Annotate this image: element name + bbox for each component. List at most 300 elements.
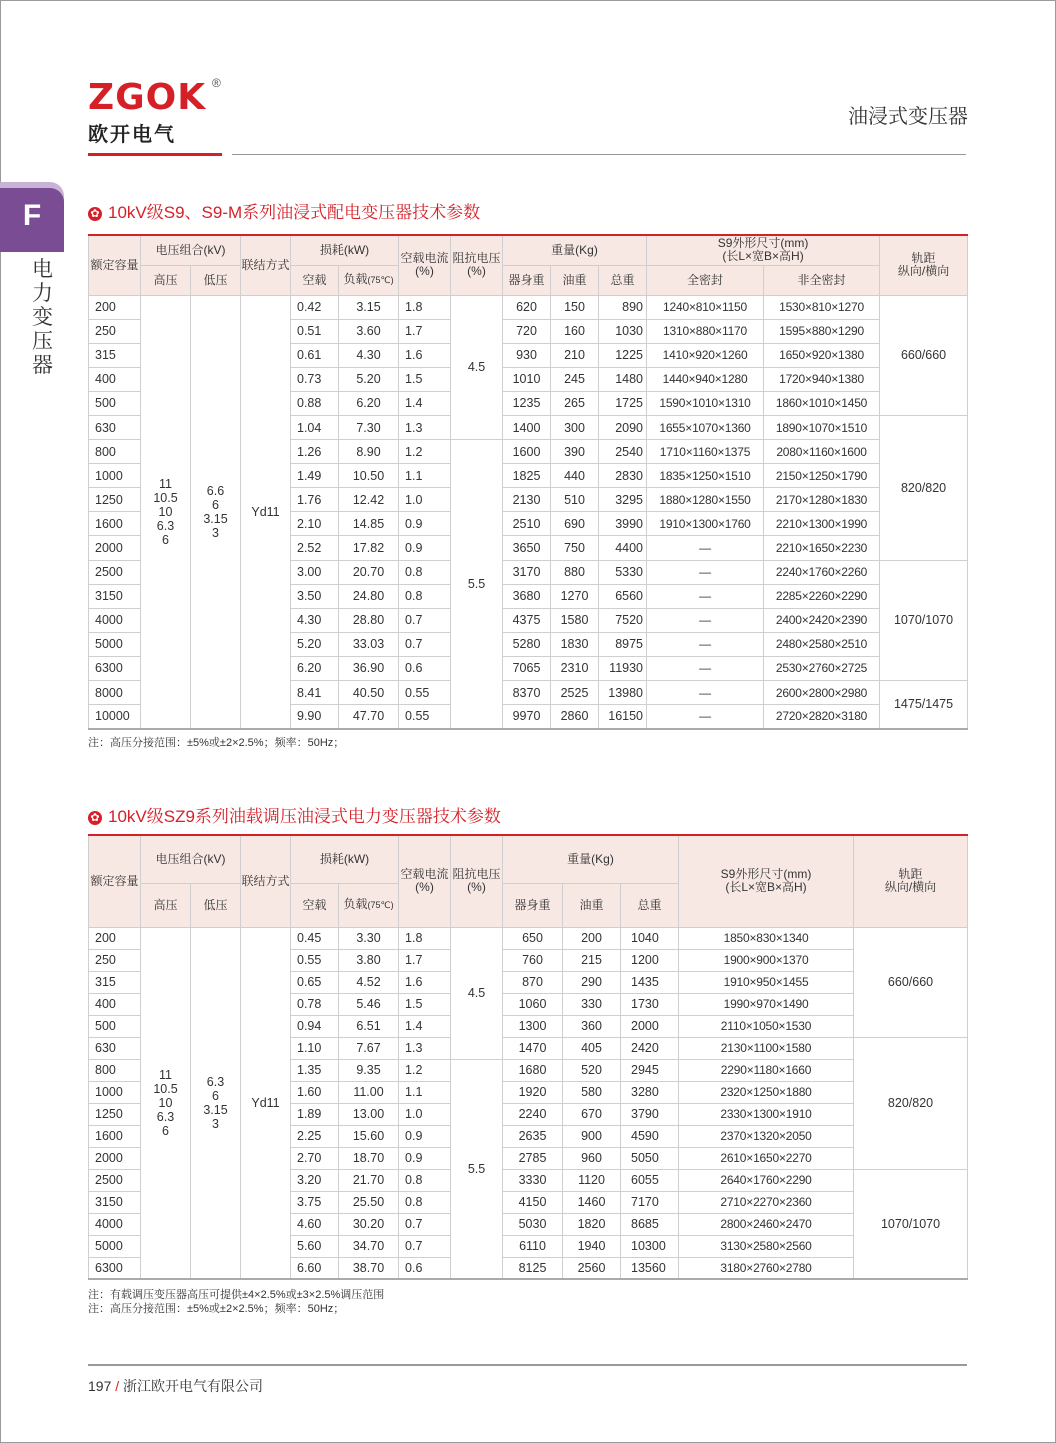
cell-dims-sealed: 1590×1010×1310: [647, 391, 764, 415]
cell-dims-sealed: 1310×880×1170: [647, 319, 764, 343]
table1: [88, 234, 968, 730]
cell-noload-current: 1.4: [399, 1015, 451, 1037]
cell-noload-loss: 4.60: [291, 1213, 339, 1235]
cell-noload-current: 0.8: [399, 584, 451, 608]
cell-lv-value: 6.3: [206, 1074, 225, 1089]
table1-note: 注：高压分接范围：±5%或±2×2.5%；频率：50Hz；: [88, 737, 345, 749]
cell-total-weight: 13980: [599, 681, 647, 705]
cell-oil-weight: 440: [551, 464, 599, 488]
cell-capacity: 5000: [89, 1235, 141, 1257]
cell-lv: [191, 927, 241, 1279]
table2-note-1: 注：有载调压变压器高压可提供±4×2.5%或±3×2.5%调压范围: [88, 1289, 385, 1301]
cell-noload-current: 1.0: [399, 488, 451, 512]
cell-lv-value: 6: [212, 1088, 219, 1103]
cell-hv-value: 11: [159, 476, 172, 491]
cell-noload-loss: 0.65: [291, 971, 339, 993]
cell-dims-sealed: 1910×1300×1760: [647, 512, 764, 536]
cell-dims-sealed: 1710×1160×1375: [647, 440, 764, 464]
cell-total-weight: 7520: [599, 608, 647, 632]
cell-capacity: 2000: [89, 536, 141, 560]
cell-hv: [141, 927, 191, 1279]
cell-impedance: 5.5: [451, 440, 503, 729]
footer-rule: [88, 1364, 967, 1366]
cell-dims-sealed: 1440×940×1280: [647, 367, 764, 391]
cell-hv-value: 10.5: [153, 1081, 178, 1096]
cell-noload-loss: 5.60: [291, 1235, 339, 1257]
cell-noload-current: 0.9: [399, 512, 451, 536]
cell-noload-current: 0.6: [399, 1257, 451, 1279]
cell-noload-current: 1.8: [399, 927, 451, 949]
logo-underline: [88, 153, 222, 156]
cell-body-weight: 3170: [503, 560, 551, 584]
cell-oil-weight: 1580: [551, 608, 599, 632]
cell-dims-unsealed: 2210×1650×2230: [764, 536, 880, 560]
section-tab: F: [0, 188, 64, 252]
cell-gauge: 660/660: [854, 927, 968, 1037]
cell-total-weight: 3790: [621, 1103, 679, 1125]
header-gauge: 轨距 纵向/横向: [854, 835, 968, 927]
cell-oil-weight: 900: [563, 1125, 621, 1147]
cell-noload-loss: 1.26: [291, 440, 339, 464]
cell-capacity: 2000: [89, 1147, 141, 1169]
header-lv: 低压: [191, 883, 241, 927]
cell-oil-weight: 580: [563, 1081, 621, 1103]
header-noload-current: 空载电流(%): [399, 235, 451, 295]
cell-total-weight: 5050: [621, 1147, 679, 1169]
cell-capacity: 200: [89, 927, 141, 949]
cell-capacity: 4000: [89, 608, 141, 632]
bullet-icon: ✿: [88, 811, 102, 825]
cell-dims-unsealed: 2170×1280×1830: [764, 488, 880, 512]
cell-noload-loss: 1.10: [291, 1037, 339, 1059]
cell-noload-loss: 3.50: [291, 584, 339, 608]
header-connection: 联结方式: [241, 235, 291, 295]
cell-dims-unsealed: 2720×2820×3180: [764, 705, 880, 729]
cell-hv-value: 11: [159, 1067, 172, 1082]
cell-dims: 2130×1100×1580: [679, 1037, 854, 1059]
cell-load-loss: 3.15: [339, 295, 399, 319]
cell-lv-value: 3: [212, 525, 219, 540]
cell-oil-weight: 690: [551, 512, 599, 536]
cell-capacity: 315: [89, 343, 141, 367]
cell-total-weight: 16150: [599, 705, 647, 729]
cell-body-weight: 1235: [503, 391, 551, 415]
cell-noload-loss: 5.20: [291, 632, 339, 656]
cell-noload-loss: 3.20: [291, 1169, 339, 1191]
cell-dims-sealed: 1410×920×1260: [647, 343, 764, 367]
header-oil-weight: 油重: [563, 883, 621, 927]
cell-dims: 2610×1650×2270: [679, 1147, 854, 1169]
table2: [88, 834, 968, 1280]
cell-total-weight: 6560: [599, 584, 647, 608]
cell-load-loss: 7.67: [339, 1037, 399, 1059]
cell-body-weight: 8125: [503, 1257, 563, 1279]
cell-oil-weight: 2525: [551, 681, 599, 705]
cell-total-weight: 7170: [621, 1191, 679, 1213]
cell-capacity: 1600: [89, 1125, 141, 1147]
header-weight: 重量(Kg): [503, 235, 647, 265]
cell-noload-loss: 0.42: [291, 295, 339, 319]
cell-dims-unsealed: 2210×1300×1990: [764, 512, 880, 536]
cell-noload-current: 1.5: [399, 993, 451, 1015]
page-title: 油浸式变压器: [848, 106, 968, 128]
cell-dims: 1900×900×1370: [679, 949, 854, 971]
cell-oil-weight: 2860: [551, 705, 599, 729]
cell-load-loss: 4.52: [339, 971, 399, 993]
cell-noload-current: 1.2: [399, 1059, 451, 1081]
header-voltage: 电压组合(kV): [141, 235, 241, 265]
header-total-weight: 总重: [621, 883, 679, 927]
cell-capacity: 500: [89, 1015, 141, 1037]
cell-dims-unsealed: 1530×810×1270: [764, 295, 880, 319]
table1-title: ✿ 10kV级S9、S9-M系列油浸式配电变压器技术参数: [88, 198, 480, 223]
cell-body-weight: 1920: [503, 1081, 563, 1103]
cell-noload-current: 1.6: [399, 971, 451, 993]
cell-noload-loss: 2.70: [291, 1147, 339, 1169]
cell-capacity: 315: [89, 971, 141, 993]
cell-total-weight: 1200: [621, 949, 679, 971]
cell-body-weight: 3680: [503, 584, 551, 608]
cell-total-weight: 5330: [599, 560, 647, 584]
cell-oil-weight: 300: [551, 415, 599, 439]
cell-body-weight: 1680: [503, 1059, 563, 1081]
cell-load-loss: 14.85: [339, 512, 399, 536]
cell-noload-current: 1.5: [399, 367, 451, 391]
cell-noload-current: 1.1: [399, 1081, 451, 1103]
cell-total-weight: 13560: [621, 1257, 679, 1279]
cell-body-weight: 3650: [503, 536, 551, 560]
cell-noload-current: 1.2: [399, 440, 451, 464]
cell-oil-weight: 1120: [563, 1169, 621, 1191]
cell-oil-weight: 1830: [551, 632, 599, 656]
cell-total-weight: 1040: [621, 927, 679, 949]
cell-noload-current: 1.1: [399, 464, 451, 488]
cell-capacity: 1250: [89, 1103, 141, 1125]
header-oil-weight: 油重: [551, 265, 599, 295]
page-number: 197: [88, 1378, 112, 1394]
cell-total-weight: 4400: [599, 536, 647, 560]
cell-oil-weight: 1270: [551, 584, 599, 608]
cell-body-weight: 1400: [503, 415, 551, 439]
cell-lv-value: 6.6: [206, 483, 225, 498]
cell-body-weight: 2130: [503, 488, 551, 512]
cell-body-weight: 7065: [503, 656, 551, 680]
cell-dims-unsealed: 1890×1070×1510: [764, 415, 880, 439]
cell-noload-loss: 0.55: [291, 949, 339, 971]
header-hv: 高压: [141, 265, 191, 295]
cell-total-weight: 3280: [621, 1081, 679, 1103]
cell-noload-current: 0.9: [399, 1147, 451, 1169]
cell-noload-current: 0.9: [399, 1125, 451, 1147]
cell-total-weight: 10300: [621, 1235, 679, 1257]
cell-oil-weight: 200: [563, 927, 621, 949]
cell-noload-current: 1.7: [399, 949, 451, 971]
cell-dims: 3180×2760×2780: [679, 1257, 854, 1279]
cell-capacity: 6300: [89, 656, 141, 680]
cell-dims-unsealed: 2240×1760×2260: [764, 560, 880, 584]
header-capacity: 额定容量: [89, 235, 141, 295]
cell-capacity: 6300: [89, 1257, 141, 1279]
cell-noload-loss: 2.52: [291, 536, 339, 560]
cell-dims: 1850×830×1340: [679, 927, 854, 949]
cell-noload-loss: 3.00: [291, 560, 339, 584]
cell-noload-current: 0.7: [399, 1213, 451, 1235]
cell-capacity: 630: [89, 415, 141, 439]
cell-total-weight: 8685: [621, 1213, 679, 1235]
cell-hv-value: 6.3: [156, 518, 175, 533]
header-impedance: 阻抗电压(%): [451, 235, 503, 295]
cell-dims-sealed: —: [647, 632, 764, 656]
bullet-icon: ✿: [88, 207, 102, 221]
cell-dims: 3130×2580×2560: [679, 1235, 854, 1257]
cell-oil-weight: 330: [563, 993, 621, 1015]
cell-oil-weight: 670: [563, 1103, 621, 1125]
cell-total-weight: 2000: [621, 1015, 679, 1037]
cell-oil-weight: 960: [563, 1147, 621, 1169]
header-load: 负载(75℃): [339, 883, 399, 927]
header-lv: 低压: [191, 265, 241, 295]
cell-body-weight: 720: [503, 319, 551, 343]
cell-total-weight: 2540: [599, 440, 647, 464]
cell-dims-unsealed: 2480×2580×2510: [764, 632, 880, 656]
cell-capacity: 800: [89, 440, 141, 464]
cell-noload-loss: 0.78: [291, 993, 339, 1015]
cell-dims: 2370×1320×2050: [679, 1125, 854, 1147]
cell-oil-weight: 510: [551, 488, 599, 512]
cell-load-loss: 5.20: [339, 367, 399, 391]
cell-load-loss: 15.60: [339, 1125, 399, 1147]
cell-load-loss: 8.90: [339, 440, 399, 464]
cell-hv-value: 6: [162, 1123, 169, 1138]
cell-load-loss: 40.50: [339, 681, 399, 705]
cell-load-loss: 28.80: [339, 608, 399, 632]
cell-noload-loss: 4.30: [291, 608, 339, 632]
cell-body-weight: 760: [503, 949, 563, 971]
cell-noload-loss: 0.51: [291, 319, 339, 343]
cell-body-weight: 5280: [503, 632, 551, 656]
cell-noload-loss: 1.04: [291, 415, 339, 439]
cell-dims-unsealed: 1650×920×1380: [764, 343, 880, 367]
header-load: 负载(75℃): [339, 265, 399, 295]
cell-dims-unsealed: 2400×2420×2390: [764, 608, 880, 632]
cell-noload-loss: 6.60: [291, 1257, 339, 1279]
cell-impedance: 4.5: [451, 927, 503, 1059]
cell-body-weight: 4150: [503, 1191, 563, 1213]
cell-total-weight: 2945: [621, 1059, 679, 1081]
cell-capacity: 2500: [89, 1169, 141, 1191]
cell-noload-current: 0.8: [399, 560, 451, 584]
cell-capacity: 2500: [89, 560, 141, 584]
cell-dims: 1910×950×1455: [679, 971, 854, 993]
cell-dims-unsealed: 1595×880×1290: [764, 319, 880, 343]
cell-capacity: 200: [89, 295, 141, 319]
cell-noload-loss: 1.35: [291, 1059, 339, 1081]
cell-noload-loss: 6.20: [291, 656, 339, 680]
cell-load-loss: 5.46: [339, 993, 399, 1015]
cell-body-weight: 2635: [503, 1125, 563, 1147]
cell-oil-weight: 880: [551, 560, 599, 584]
header-weight: 重量(Kg): [503, 835, 679, 883]
cell-oil-weight: 390: [551, 440, 599, 464]
cell-oil-weight: 750: [551, 536, 599, 560]
cell-noload-loss: 2.25: [291, 1125, 339, 1147]
cell-body-weight: 8370: [503, 681, 551, 705]
cell-noload-loss: 1.89: [291, 1103, 339, 1125]
cell-dims: 2320×1250×1880: [679, 1081, 854, 1103]
cell-dims-unsealed: 2530×2760×2725: [764, 656, 880, 680]
cell-noload-current: 0.7: [399, 1235, 451, 1257]
cell-gauge: 1070/1070: [880, 560, 968, 680]
cell-total-weight: 2830: [599, 464, 647, 488]
cell-load-loss: 21.70: [339, 1169, 399, 1191]
cell-load-loss: 3.60: [339, 319, 399, 343]
cell-body-weight: 2510: [503, 512, 551, 536]
cell-load-loss: 47.70: [339, 705, 399, 729]
cell-lv-value: 3.15: [203, 1102, 228, 1117]
cell-body-weight: 620: [503, 295, 551, 319]
cell-oil-weight: 150: [551, 295, 599, 319]
cell-capacity: 8000: [89, 681, 141, 705]
cell-load-loss: 20.70: [339, 560, 399, 584]
cell-body-weight: 1600: [503, 440, 551, 464]
cell-body-weight: 2785: [503, 1147, 563, 1169]
cell-oil-weight: 215: [563, 949, 621, 971]
cell-noload-loss: 0.94: [291, 1015, 339, 1037]
header-body-weight: 器身重: [503, 883, 563, 927]
cell-dims-sealed: —: [647, 608, 764, 632]
cell-oil-weight: 245: [551, 367, 599, 391]
logo-wordmark: ZGOK: [88, 77, 207, 118]
cell-oil-weight: 405: [563, 1037, 621, 1059]
cell-hv-value: 10: [158, 1095, 173, 1110]
cell-total-weight: 4590: [621, 1125, 679, 1147]
cell-oil-weight: 1820: [563, 1213, 621, 1235]
cell-noload-loss: 3.75: [291, 1191, 339, 1213]
cell-dims-sealed: 1240×810×1150: [647, 295, 764, 319]
cell-body-weight: 650: [503, 927, 563, 949]
cell-total-weight: 2420: [621, 1037, 679, 1059]
header-noload-current: 空载电流(%): [399, 835, 451, 927]
header-dims: S9外形尺寸(mm) (长L×宽B×高H): [679, 835, 854, 927]
cell-load-loss: 3.80: [339, 949, 399, 971]
cell-total-weight: 8975: [599, 632, 647, 656]
cell-total-weight: 1480: [599, 367, 647, 391]
cell-gauge: 660/660: [880, 295, 968, 415]
cell-load-loss: 33.03: [339, 632, 399, 656]
cell-body-weight: 1470: [503, 1037, 563, 1059]
cell-dims-unsealed: 2150×1250×1790: [764, 464, 880, 488]
cell-dims-sealed: —: [647, 656, 764, 680]
cell-total-weight: 1435: [621, 971, 679, 993]
cell-noload-loss: 0.61: [291, 343, 339, 367]
cell-dims-sealed: —: [647, 681, 764, 705]
cell-lv-value: 3: [212, 1116, 219, 1131]
cell-oil-weight: 265: [551, 391, 599, 415]
cell-capacity: 4000: [89, 1213, 141, 1235]
cell-dims-sealed: —: [647, 705, 764, 729]
cell-dims-unsealed: 2080×1160×1600: [764, 440, 880, 464]
page-separator: /: [115, 1378, 120, 1394]
logo: [88, 76, 221, 147]
cell-capacity: 250: [89, 949, 141, 971]
cell-noload-current: 1.4: [399, 391, 451, 415]
cell-total-weight: 1030: [599, 319, 647, 343]
cell-capacity: 800: [89, 1059, 141, 1081]
cell-noload-loss: 1.49: [291, 464, 339, 488]
cell-load-loss: 6.51: [339, 1015, 399, 1037]
cell-body-weight: 1825: [503, 464, 551, 488]
cell-noload-current: 0.7: [399, 632, 451, 656]
cell-hv: [141, 295, 191, 729]
cell-dims: 2110×1050×1530: [679, 1015, 854, 1037]
cell-oil-weight: 160: [551, 319, 599, 343]
cell-capacity: 1000: [89, 1081, 141, 1103]
header-noload: 空载: [291, 265, 339, 295]
footer: [88, 1376, 263, 1396]
cell-load-loss: 3.30: [339, 927, 399, 949]
cell-capacity: 10000: [89, 705, 141, 729]
cell-hv-value: 6: [162, 532, 169, 547]
cell-load-loss: 36.90: [339, 656, 399, 680]
cell-dims: 1990×970×1490: [679, 993, 854, 1015]
cell-gauge: 1475/1475: [880, 681, 968, 729]
cell-load-loss: 4.30: [339, 343, 399, 367]
header-noload: 空载: [291, 883, 339, 927]
header-loss: 损耗(kW): [291, 235, 399, 265]
cell-dims-unsealed: 2285×2260×2290: [764, 584, 880, 608]
logo-chinese-name: 欧开电气: [88, 122, 176, 146]
cell-noload-current: 0.9: [399, 536, 451, 560]
cell-dims: 2710×2270×2360: [679, 1191, 854, 1213]
cell-load-loss: 34.70: [339, 1235, 399, 1257]
cell-total-weight: 1725: [599, 391, 647, 415]
cell-total-weight: 3990: [599, 512, 647, 536]
company-name: 浙江欧开电气有限公司: [123, 1378, 264, 1394]
cell-oil-weight: 1460: [563, 1191, 621, 1213]
cell-noload-loss: 1.76: [291, 488, 339, 512]
cell-capacity: 630: [89, 1037, 141, 1059]
cell-load-loss: 17.82: [339, 536, 399, 560]
cell-noload-current: 1.0: [399, 1103, 451, 1125]
cell-hv-value: 10.5: [153, 490, 178, 505]
cell-lv-value: 3.15: [203, 511, 228, 526]
cell-dims-sealed: 1655×1070×1360: [647, 415, 764, 439]
cell-connection: Yd11: [241, 927, 291, 1279]
cell-capacity: 400: [89, 367, 141, 391]
header-hv: 高压: [141, 883, 191, 927]
cell-total-weight: 890: [599, 295, 647, 319]
cell-dims: 2290×1180×1660: [679, 1059, 854, 1081]
cell-load-loss: 38.70: [339, 1257, 399, 1279]
cell-dims-unsealed: 1720×940×1380: [764, 367, 880, 391]
header-loss: 损耗(kW): [291, 835, 399, 883]
cell-total-weight: 2090: [599, 415, 647, 439]
cell-oil-weight: 290: [563, 971, 621, 993]
header-dims: S9外形尺寸(mm) (长L×宽B×高H): [647, 235, 880, 265]
cell-load-loss: 24.80: [339, 584, 399, 608]
header-capacity: 额定容量: [89, 835, 141, 927]
cell-dims-unsealed: 1860×1010×1450: [764, 391, 880, 415]
section-label: 电力变压器: [32, 258, 53, 377]
cell-capacity: 1250: [89, 488, 141, 512]
cell-capacity: 250: [89, 319, 141, 343]
cell-dims: 2330×1300×1910: [679, 1103, 854, 1125]
cell-noload-current: 1.3: [399, 1037, 451, 1059]
cell-gauge: 820/820: [880, 415, 968, 560]
cell-dims-sealed: —: [647, 536, 764, 560]
header-impedance: 阻抗电压(%): [451, 835, 503, 927]
cell-noload-current: 0.8: [399, 1169, 451, 1191]
